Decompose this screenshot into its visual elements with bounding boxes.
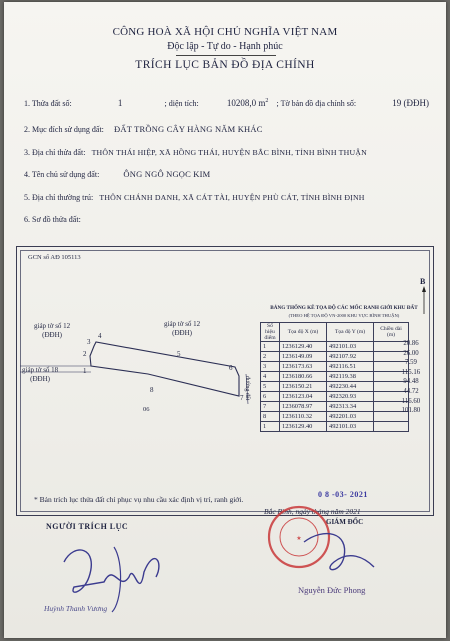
right-signature xyxy=(304,534,374,570)
vertex-label: 5 xyxy=(177,350,181,358)
area-value: 10208,0 m xyxy=(226,98,266,108)
y-cell: 492320.93 xyxy=(327,392,374,402)
point-cell: 5 xyxy=(261,382,280,392)
point-cell: 1 xyxy=(261,342,280,352)
parcel-label: 06 xyxy=(143,406,150,413)
residence-label: 5. Địa chỉ thường trú: xyxy=(24,193,94,202)
certificate-number: GCN số AĐ 105113 xyxy=(28,254,81,261)
segment-length: 26.00 xyxy=(403,349,419,357)
y-cell: 492101.03 xyxy=(327,422,374,432)
header-length: Chiều dài (m) xyxy=(374,323,409,342)
point-cell: 7 xyxy=(261,402,280,412)
coordinate-table-subtitle: (THEO HỆ TỌA ĐỘ VN-2000 KHU VỰC BÌNH THUẬN) xyxy=(288,313,400,318)
neighbor-left-text: giáp tờ số 18 xyxy=(22,366,59,374)
disclaimer-note: * Bản trích lục thửa đất chỉ phục vụ nhu cầu xác định vị trí, ranh giới. xyxy=(34,495,244,504)
land-use-label: 2. Mục đích sử dụng đất: xyxy=(24,125,104,134)
parcel-diagram-label: 6. Sơ đồ thửa đất: xyxy=(24,215,81,224)
area-unit-sup: 2 xyxy=(265,98,269,105)
point-cell: 3 xyxy=(261,362,280,372)
area-label: ; diện tích: xyxy=(164,99,199,108)
land-use-value: ĐẤT TRỒNG CÂY HÀNG NĂM KHÁC xyxy=(114,124,263,134)
vertex-label: 2 xyxy=(83,350,87,358)
point-cell: 2 xyxy=(261,352,280,362)
neighbor-left-sub: (ĐĐH) xyxy=(30,375,50,383)
extractor-name: Huỳnh Thanh Vương xyxy=(44,604,108,613)
owner-label: 4. Tên chủ sử dụng đất: xyxy=(24,170,100,179)
parcel-address-value: THÔN THÁI HIỆP, XÃ HỒNG THÁI, HUYỆN BẮC BÌNH, TỈNH BÌNH THUẬN xyxy=(91,148,367,157)
segment-length: 20.86 xyxy=(403,340,419,347)
coordinate-table-title: BẢNG THỐNG KÊ TỌA ĐỘ CÁC MỐC RANH GIỚI KHU ĐẤT xyxy=(270,305,418,311)
parcel-number-value: 1 xyxy=(117,98,123,108)
country-heading: CÔNG HOÀ XÃ HỘI CHỦ NGHĨA VIỆT NAM xyxy=(112,26,338,38)
header-x: Tọa độ X (m) xyxy=(280,323,327,342)
seal-star: ★ xyxy=(296,536,302,542)
header-point: Số hiệu điểm xyxy=(261,323,280,342)
segment-length: 44.72 xyxy=(403,388,419,395)
segment-length: 101.80 xyxy=(401,407,421,415)
document-title: TRÍCH LỤC BẢN ĐỒ ĐỊA CHÍNH xyxy=(135,59,315,71)
document-page xyxy=(4,2,446,638)
y-cell: 492313.34 xyxy=(327,402,374,412)
y-cell: 492119.38 xyxy=(327,372,374,382)
segment-length: 115.16 xyxy=(401,368,421,376)
vertex-label: 8 xyxy=(150,386,154,394)
parcel-address-label: 3. Địa chỉ thửa đất: xyxy=(24,148,86,157)
director-title: GIÁM ĐỐC xyxy=(326,518,364,526)
vertex-label: 7 xyxy=(240,394,244,402)
place-date: Bắc Bình, ngày tháng năm 2021 xyxy=(264,507,361,516)
x-cell: 1236173.63 xyxy=(280,362,327,372)
y-cell: 492101.03 xyxy=(327,342,374,352)
y-cell: 492107.92 xyxy=(327,352,374,362)
x-cell: 1236078.97 xyxy=(280,402,327,412)
segment-length: 116.60 xyxy=(401,397,421,405)
x-cell: 1236129.40 xyxy=(280,342,327,352)
signatures-and-seal xyxy=(4,2,446,638)
parcel-number-label: 1. Thửa đất số: xyxy=(24,99,72,108)
point-cell: 1 xyxy=(261,422,280,432)
neighbor-top-mid-text: giáp tờ số 12 xyxy=(164,320,201,328)
neighbor-top-left-sub: (ĐĐH) xyxy=(42,331,62,339)
x-cell: 1236149.09 xyxy=(280,352,327,362)
y-cell: 492116.51 xyxy=(327,362,374,372)
vertex-label: 3 xyxy=(87,338,91,346)
x-cell: 1236123.04 xyxy=(280,392,327,402)
x-cell: 1236150.21 xyxy=(280,382,327,392)
vertex-label: 6 xyxy=(229,364,233,372)
neighbor-top-left-text: giáp tờ số 12 xyxy=(34,322,71,330)
road-label: đường đất xyxy=(244,376,250,401)
x-cell: 1236180.66 xyxy=(280,372,327,382)
point-cell: 6 xyxy=(261,392,280,402)
left-signature xyxy=(64,550,159,592)
residence-value: THÔN CHÁNH DANH, XÃ CÁT TÀI, HUYỆN PHÙ CÁT, TỈNH BÌNH ĐỊNH xyxy=(99,193,365,202)
x-cell: 1236129.40 xyxy=(280,422,327,432)
motto: Độc lập - Tự do - Hạnh phúc xyxy=(167,41,283,52)
vertex-label: 4 xyxy=(98,332,102,340)
map-sheet-label: ; Tờ bản đồ địa chính số: xyxy=(276,99,357,108)
y-cell: 492201.03 xyxy=(327,412,374,422)
date-stamp: 0 8 -03- 2021 xyxy=(318,490,368,499)
vertex-label: 1 xyxy=(83,367,87,375)
segment-length: 7.59 xyxy=(405,359,417,367)
point-cell: 4 xyxy=(261,372,280,382)
point-cell: 8 xyxy=(261,412,280,422)
x-cell: 1236110.32 xyxy=(280,412,327,422)
map-sheet-value: 19 (ĐĐH) xyxy=(392,98,429,108)
north-label: B xyxy=(420,277,426,286)
segment-length: 94.48 xyxy=(403,378,419,386)
owner-value: ÔNG NGÔ NGỌC KIM xyxy=(123,169,211,179)
director-name: Nguyễn Đức Phong xyxy=(298,585,366,595)
header-y: Tọa độ Y (m) xyxy=(327,323,374,342)
y-cell: 492230.44 xyxy=(327,382,374,392)
extractor-title: NGƯỜI TRÍCH LỤC xyxy=(46,522,129,531)
neighbor-top-mid-sub: (ĐĐH) xyxy=(172,329,192,337)
